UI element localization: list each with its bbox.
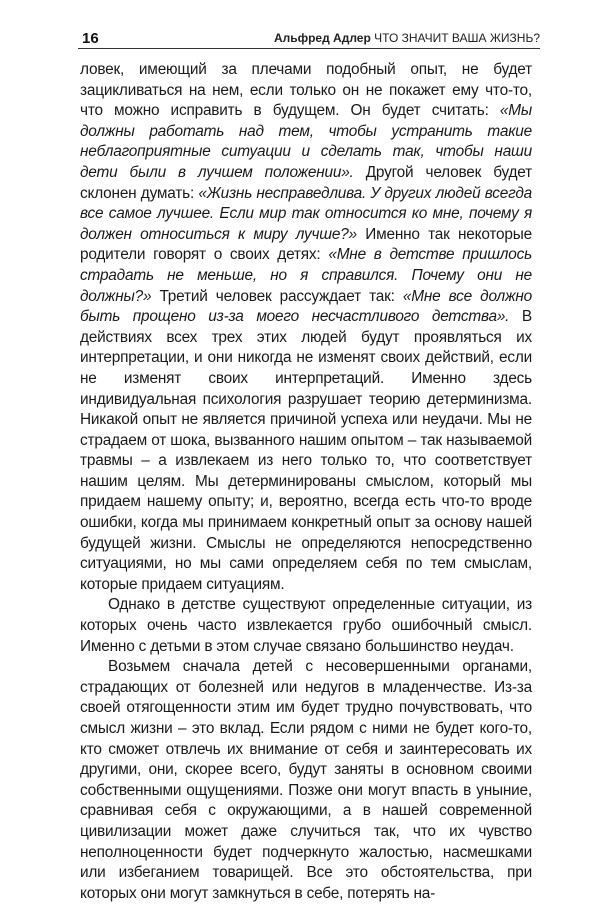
- paragraph: [80, 657, 532, 904]
- text-run: Другой человек будет склонен думать:: [80, 163, 532, 202]
- text-run: Третий человек рассуждает так:: [151, 287, 403, 305]
- body-text: [80, 60, 532, 904]
- author-name: Альфред Адлер: [273, 31, 371, 45]
- italic-quote: «Жизнь несправедлива. У других людей всегда все самое лучшее. Если мир так относится ко мне, почему я должен относиться к миру лучше?»: [80, 184, 532, 243]
- book-title: ЧТО ЗНАЧИТ ВАША ЖИЗНЬ?: [374, 31, 540, 45]
- running-header: [78, 30, 540, 49]
- italic-quote: «Мне в детстве пришлось страдать не меньше, но я справился. Почему они не должны?»: [80, 246, 532, 305]
- paragraph: [80, 595, 532, 657]
- paragraph: [80, 60, 532, 595]
- page-number: 16: [82, 30, 99, 47]
- running-title: [274, 31, 540, 45]
- italic-quote: «Мы должны работать над тем, чтобы устранить такие неблагоприятные ситуации и сделать так, чтобы наши дети были в лучшем положении».: [80, 102, 532, 181]
- text-run: Именно так некоторые родители говорят о своих детях:: [80, 225, 532, 264]
- italic-quote: «Мне все должно быть прощено из-за моего несчастливого детства».: [80, 287, 532, 326]
- text-run: Возьмем сначала детей с несовершенными органами, страдающих от болезней или недугов в младенчестве. Из-за своей отягощенности этим им будет трудно почувствовать, что смысл жизни – это вклад. Если рядом с ними не будет кого-то, кто сможет отвлечь их внимание от себя и заинтересовать их другими, они, скорее всего, будут заняты в основном своими собственными ощущениями. Позже они могут впасть в уныние, сравнивая себя с окружающими, а в нашей современной цивилизации может даже случиться так, что их чувство неполноценности будет подчеркнуто жалостью, насмешками или избеганием товарищей. Все это обстоятельства, при которых они могут замкнуться в себе, потерять на-: [80, 658, 532, 902]
- text-run: ловек, имеющий за плечами подобный опыт, не будет зацикливаться на нем, если только он не покажет ему что-то, что можно исправить в будущем. Он будет считать:: [80, 61, 532, 120]
- text-run: Однако в детстве существуют определенные ситуации, из которых очень часто извлекается грубо ошибочный смысл. Именно с детьми в этом случае связано большинство неудач.: [80, 596, 532, 655]
- text-run: В действиях всех трех этих людей будут проявляться их интерпретации, и они никогда не изменят своих действий, если не изменят своих интерпретаций. Именно здесь индивидуальная психология разрушает теорию детерминизма. Никакой опыт не является причиной успеха или неудачи. Мы не страдаем от шока, вызванного нашим опытом – так называемой травмы – а извлекаем из него только то, что соответствует нашим целям. Мы детерминированы смыслом, который мы придаем нашему опыту; и, вероятно, всегда есть что-то вроде ошибки, когда мы принимаем конкретный опыт за основу нашей будущей жизни. Смыслы не определяются непосредственно ситуациями, но мы сами определяем себя по тем смыслам, которые придаем ситуациям.: [80, 308, 532, 593]
